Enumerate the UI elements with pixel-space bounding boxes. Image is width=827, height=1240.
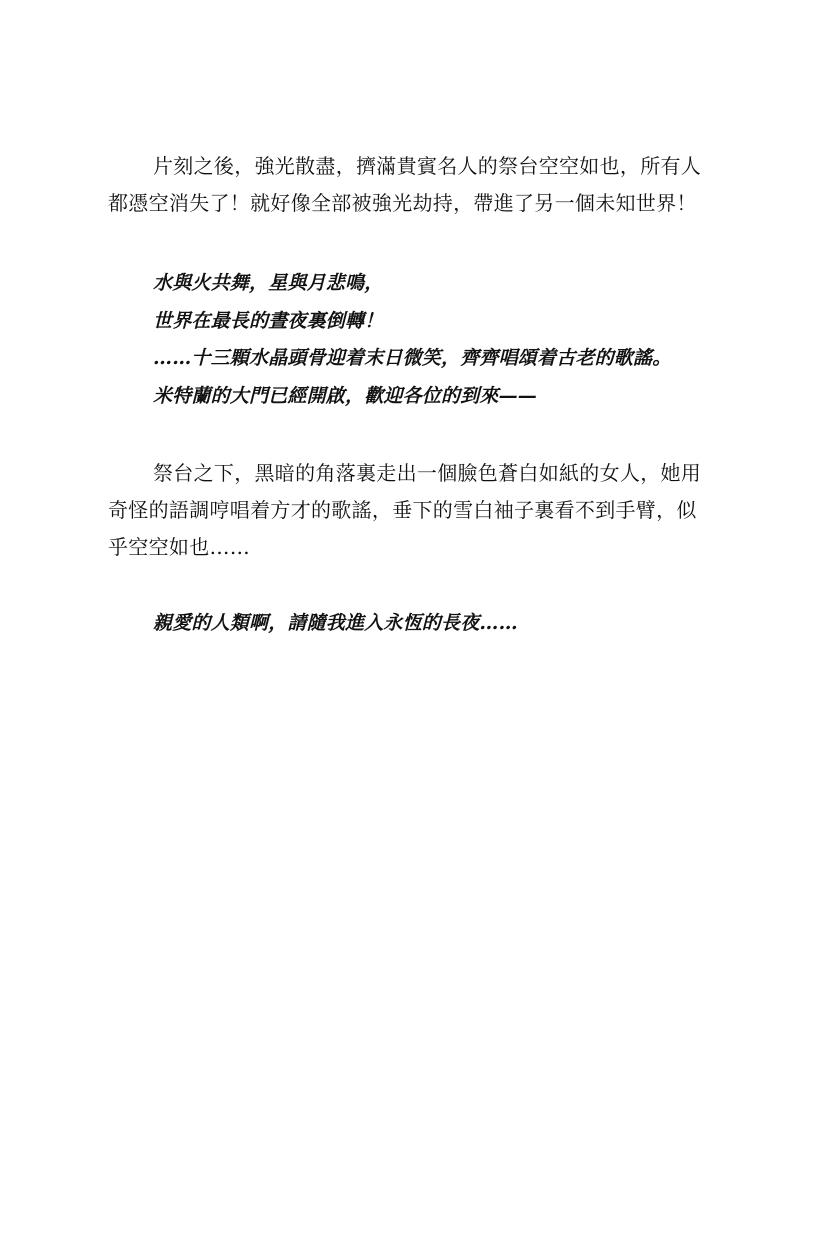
document-page bbox=[108, 148, 712, 643]
spacer bbox=[108, 566, 712, 605]
verse-block-invitation bbox=[108, 605, 712, 643]
verse-line: 世界在最長的晝夜裏倒轉！ bbox=[153, 309, 384, 332]
paragraph-pale-woman: 祭台之下，黑暗的角落裏走出一個臉色蒼白如紙的女人，她用奇怪的語調哼唱着方才的歌謠，垂下的雪白袖子裏看不到手臂，似乎空空如也…… bbox=[108, 461, 702, 559]
paragraph-altar-vanish: 片刻之後，強光散盡，擠滿貴賓名人的祭台空空如也，所有人都憑空消失了！就好像全部被強光劫持，帶進了另一個未知世界！ bbox=[108, 154, 702, 215]
verse-line: 水與火共舞，星與月悲鳴， bbox=[153, 272, 384, 294]
verse-block-prophecy bbox=[108, 265, 712, 415]
verse-line: 米特蘭的大門已經開啟，歡迎各位的到來—— bbox=[153, 384, 538, 407]
verse-line: ……十三顆水晶頭骨迎着末日微笑，齊齊唱頌着古老的歌謠。 bbox=[153, 347, 672, 369]
spacer bbox=[108, 222, 712, 265]
verse-line: 親愛的人類啊，請隨我進入永恆的長夜…… bbox=[153, 612, 518, 634]
spacer bbox=[108, 415, 712, 455]
